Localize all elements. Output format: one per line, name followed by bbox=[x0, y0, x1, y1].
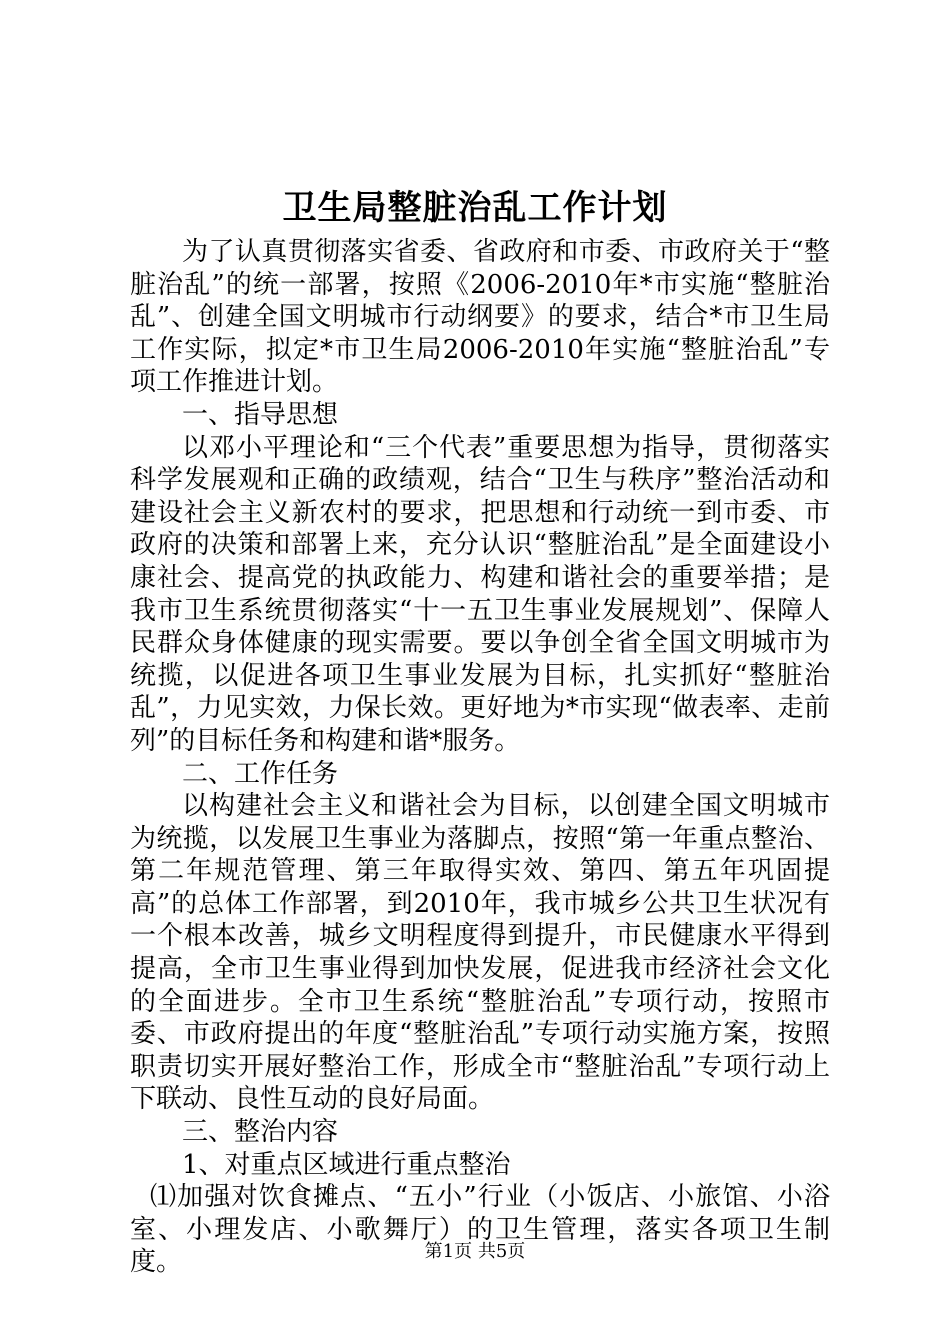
intro-paragraph: 为了认真贯彻落实省委、省政府和市委、市政府关于“整脏治乱”的统一部署，按照《2006-2010年*市实施“整脏治乱”、创建全国文明城市行动纲要》的要求，结合*市卫生局工作实际，拟定*市卫生局2006-2010年实施“整脏治乱”专项工作推进计划。 bbox=[130, 237, 830, 398]
section-heading-work-tasks: 二、工作任务 bbox=[182, 758, 339, 789]
section-heading-rectification-content: 三、整治内容 bbox=[182, 1117, 339, 1148]
guiding-ideology-paragraph: 以邓小平理论和“三个代表”重要思想为指导，贯彻落实科学发展观和正确的政绩观，结合“卫生与秩序”整治活动和建设社会主义新农村的要求，把思想和行动统一到市委、市政府的决策和部署上来，充分认识“整脏治乱”是全面建设小康社会、提高党的执政能力、构建和谐社会的重要举措；是我市卫生系统贯彻落实“十一五卫生事业发展规划”、保障人民群众身体健康的现实需要。要以争创全省全国文明城市为统揽，以促进各项卫生事业发展为目标，扎实抓好“整脏治乱”，力见实效，力保长效。更好地为*市实现“做表率、走前列”的目标任务和构建和谐*服务。 bbox=[130, 432, 830, 756]
document-body bbox=[130, 236, 830, 1279]
subsection-heading-key-areas: 1、对重点区域进行重点整治 bbox=[182, 1149, 511, 1180]
section-heading-guiding-ideology: 一、指导思想 bbox=[182, 399, 339, 430]
document-title: 卫生局整脏治乱工作计划 bbox=[282, 188, 668, 228]
item-food-stalls-paragraph: ⑴加强对饮食摊点、“五小”行业（小饭店、小旅馆、小浴室、小理发店、小歌舞厅）的卫生管理，落实各项卫生制度。 bbox=[130, 1182, 830, 1278]
page-footer: 第1页 共5页 bbox=[424, 1241, 526, 1262]
work-tasks-paragraph: 以构建社会主义和谐社会为目标，以创建全国文明城市为统揽，以发展卫生事业为落脚点，按照“第一年重点整治、第二年规范管理、第三年取得实效、第四、第五年巩固提高”的总体工作部署，到2010年，我市城乡公共卫生状况有一个根本改善，城乡文明程度得到提升，市民健康水平得到提高，全市卫生事业得到加快发展，促进我市经济社会文化的全面进步。全市卫生系统“整脏治乱”专项行动，按照市委、市政府提出的年度“整脏治乱”专项行动实施方案，按照职责切实开展好整治工作，形成全市“整脏治乱”专项行动上下联动、良性互动的良好局面。 bbox=[130, 791, 830, 1115]
